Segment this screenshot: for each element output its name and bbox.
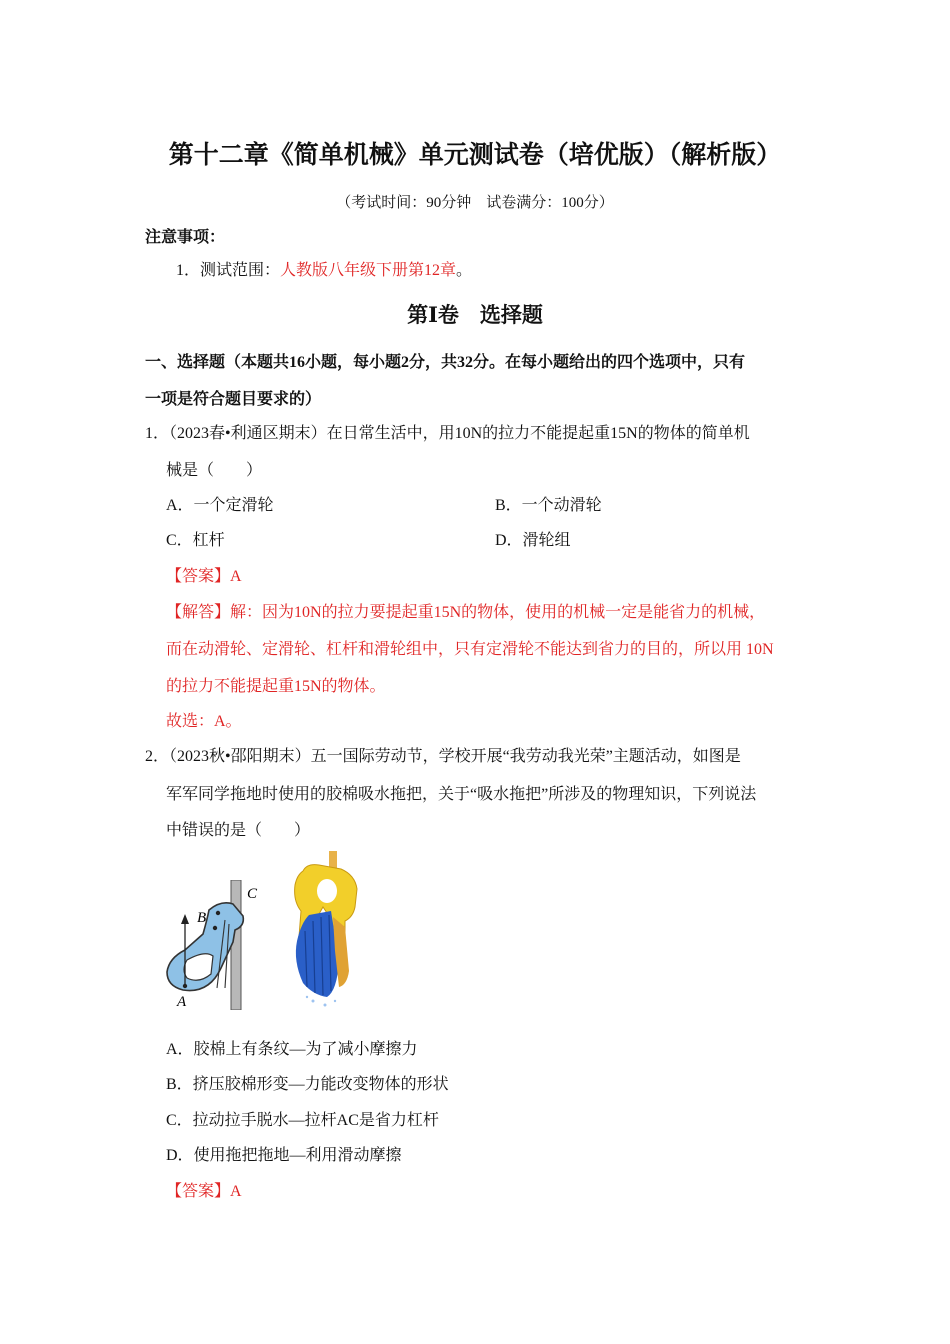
q2-option-b: B．挤压胶棉形变—力能改变物体的形状 (166, 1076, 449, 1093)
part-instructions-line-1: 一、选择题（本题共16小题，每小题2分，共32分。在每小题给出的四个选项中，只有 (145, 354, 746, 371)
notice-heading: 注意事项： (145, 229, 226, 246)
label-b: B (197, 910, 207, 926)
q2-option-c: C．拉动拉手脱水—拉杆AC是省力杠杆 (166, 1112, 439, 1129)
q2-stem-line-3: 中错误的是（ ） (166, 822, 311, 839)
q2-stem-line-1: 2．（2023秋•邵阳期末）五一国际劳动节，学校开展“我劳动我光荣”主题活动，如图是 (145, 748, 741, 765)
q1-option-c: C．杠杆 (166, 532, 225, 549)
q1-analysis-line-2: 而在动滑轮、定滑轮、杠杆和滑轮组中，只有定滑轮不能达到省力的目的，所以用 10N (166, 641, 774, 658)
mop-photo (283, 851, 363, 1009)
label-c: C (247, 886, 258, 902)
q1-analysis-label: 【解答】 (166, 604, 231, 621)
q1-analysis-line-1 (166, 603, 765, 623)
q1-analysis-text: 解：因为10N的拉力要提起重15N的物体，使用的机械一定是能省力的机械， (230, 604, 766, 621)
q1-option-a: A．一个定滑轮 (166, 497, 274, 514)
q1-analysis-line-3: 的拉力不能提起重15N的物体。 (166, 678, 386, 695)
section-title: 第Ⅰ卷 选择题 (407, 303, 543, 327)
q1-conclusion: 故选：A。 (166, 713, 242, 730)
q2-answer: 【答案】A (166, 1183, 242, 1200)
notice-item-end: 。 (456, 262, 473, 279)
q2-stem-line-2: 军军同学拖地时使用的胶棉吸水拖把，关于“吸水拖把”所涉及的物理知识，下列说法 (166, 786, 757, 803)
q1-stem-line-2: 械是（ ） (166, 462, 263, 479)
notice-item-scope: 人教版八年级下册第12章 (280, 262, 457, 279)
label-a: A (177, 994, 187, 1010)
lever-diagram (163, 880, 268, 1010)
q1-answer: 【答案】A (166, 568, 242, 585)
notice-item-label: 1．测试范围： (176, 262, 281, 279)
notice-item-1 (176, 261, 472, 281)
q1-stem-line-1: 1．（2023春•利通区期末）在日常生活中，用10N的拉力不能提起重15N的物体的简单机 (145, 425, 750, 442)
page-title: 第十二章《简单机械》单元测试卷（培优版）（解析版） (168, 142, 782, 169)
q1-option-b: B．一个动滑轮 (495, 497, 602, 514)
q2-option-a: A．胶棉上有条纹—为了减小摩擦力 (166, 1041, 418, 1058)
part-instructions-line-2: 一项是符合题目要求的） (145, 391, 322, 408)
q1-option-d: D．滑轮组 (495, 532, 571, 549)
exam-info: （考试时间：90分钟 试卷满分：100分） (336, 195, 614, 211)
q2-option-d: D．使用拖把拖地—利用滑动摩擦 (166, 1147, 402, 1164)
